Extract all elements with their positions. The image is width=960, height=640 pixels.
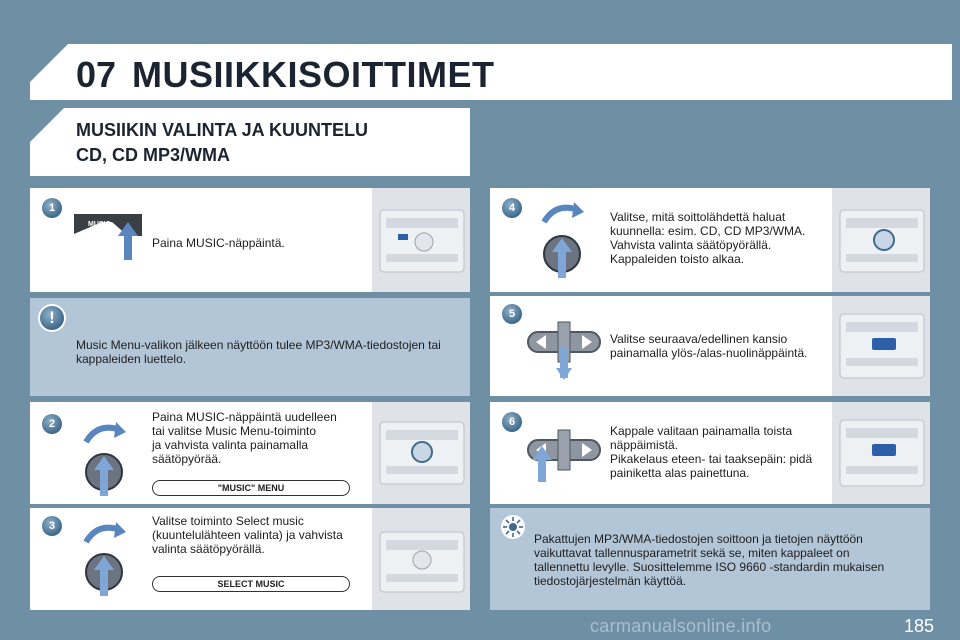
tip-card <box>490 508 930 610</box>
tip-line3: tallennettu levylle. Suosittelemme ISO 9660 -standardin mukaisen <box>534 560 885 574</box>
rotary-dial-icon <box>538 202 586 287</box>
step-4-text <box>610 210 805 266</box>
step-6-text <box>610 424 812 480</box>
music-key-icon <box>72 210 144 273</box>
step-3-line3: valinta säätöpyörällä. <box>152 542 265 556</box>
step-3-text <box>152 514 343 556</box>
radio-panel-thumbnail <box>372 402 470 504</box>
step-5-line2: painamalla ylös-/alas-nuolinäppäintä. <box>610 346 808 360</box>
lightbulb-icon <box>500 514 526 545</box>
warning-text: Music Menu-valikon jälkeen näyttöön tulee MP3/WMA-tiedostojen tai kappaleiden luettelo. <box>76 338 441 366</box>
step-4-line3: Vahvista valinta säätöpyörällä. <box>610 238 772 252</box>
step-4-badge: 4 <box>502 198 522 218</box>
music-menu-label: "MUSIC" MENU <box>152 480 350 496</box>
step-5-badge: 5 <box>502 304 522 324</box>
step-2-line2: tai valitse Music Menu-toiminto <box>152 424 317 438</box>
tip-line1: Pakattujen MP3/WMA-tiedostojen soittoon ja tietojen näyttöön <box>534 532 863 546</box>
radio-panel-icon <box>372 188 470 292</box>
tip-line2: vaikuttavat tallennusparametrit sekä se, miten kappaleet on <box>534 546 850 560</box>
step-2-line4: säätöpyörää. <box>152 452 222 466</box>
step-6-badge: 6 <box>502 412 522 432</box>
step-6-line2: näppäimistä. <box>610 438 679 452</box>
step-1-text: Paina MUSIC-näppäintä. <box>152 236 285 250</box>
step-2-text <box>152 410 337 466</box>
step-5-line1: Valitse seuraava/edellinen kansio <box>610 332 788 346</box>
step-2-line3: ja vahvista valinta painamalla <box>152 438 309 452</box>
music-key-label: MUSIC <box>88 221 111 228</box>
step-6-line1: Kappale valitaan painamalla toista <box>610 424 793 438</box>
step-1-card <box>30 188 470 292</box>
rotary-dial-icon <box>80 522 128 603</box>
radio-panel-thumbnail <box>372 508 470 610</box>
radio-panel-thumbnail <box>372 188 470 292</box>
step-2-card <box>30 402 470 504</box>
section-title-line1: MUSIIKIN VALINTA JA KUUNTELU <box>76 120 368 140</box>
step-4-card <box>490 188 930 292</box>
warning-card <box>30 298 470 396</box>
arrow-keys-icon <box>526 426 602 495</box>
step-3-card <box>30 508 470 610</box>
select-music-label: SELECT MUSIC <box>152 576 350 592</box>
page-number: 185 <box>903 616 934 636</box>
step-2-badge: 2 <box>42 414 62 434</box>
step-3-line1: Valitse toiminto Select music <box>152 514 304 528</box>
step-3-line2: (kuuntelulähteen valinta) ja vahvista <box>152 528 343 542</box>
step-3-badge: 3 <box>42 516 62 536</box>
radio-panel-icon <box>832 188 930 292</box>
step-6-card <box>490 402 930 504</box>
step-6-line3: Pikakelaus eteen- tai taaksepäin: pidä <box>610 452 813 466</box>
step-4-line1: Valitse, mitä soittolähdettä haluat <box>610 210 786 224</box>
chapter-number: 07 <box>76 54 117 95</box>
step-1-badge: 1 <box>42 198 62 218</box>
arrow-keys-icon <box>526 318 602 387</box>
section-title-line2: CD, CD MP3/WMA <box>76 145 230 165</box>
step-5-card <box>490 296 930 396</box>
step-2-line1: Paina MUSIC-näppäintä uudelleen <box>152 410 337 424</box>
radio-panel-thumbnail <box>832 188 930 292</box>
rotary-dial-icon <box>80 422 128 503</box>
step-5-text <box>610 332 807 360</box>
radio-panel-icon <box>832 402 930 504</box>
radio-panel-thumbnail <box>832 402 930 504</box>
watermark: carmanualsonline.info <box>590 616 772 636</box>
step-6-line4: painiketta alas painettuna. <box>610 466 750 480</box>
chapter-title: MUSIIKKISOITTIMET <box>132 54 495 95</box>
tip-line4: tiedostojärjestelmän käyttöä. <box>534 574 687 588</box>
warning-badge: ! <box>40 306 64 330</box>
radio-panel-icon <box>372 508 470 610</box>
radio-panel-icon <box>372 402 470 504</box>
step-4-line2: kuunnella: esim. CD, CD MP3/WMA. <box>610 224 806 238</box>
radio-panel-thumbnail <box>832 296 930 396</box>
step-4-line4: Kappaleiden toisto alkaa. <box>610 252 745 266</box>
radio-panel-icon <box>832 296 930 396</box>
tip-text <box>534 532 884 588</box>
section-title <box>76 118 368 168</box>
